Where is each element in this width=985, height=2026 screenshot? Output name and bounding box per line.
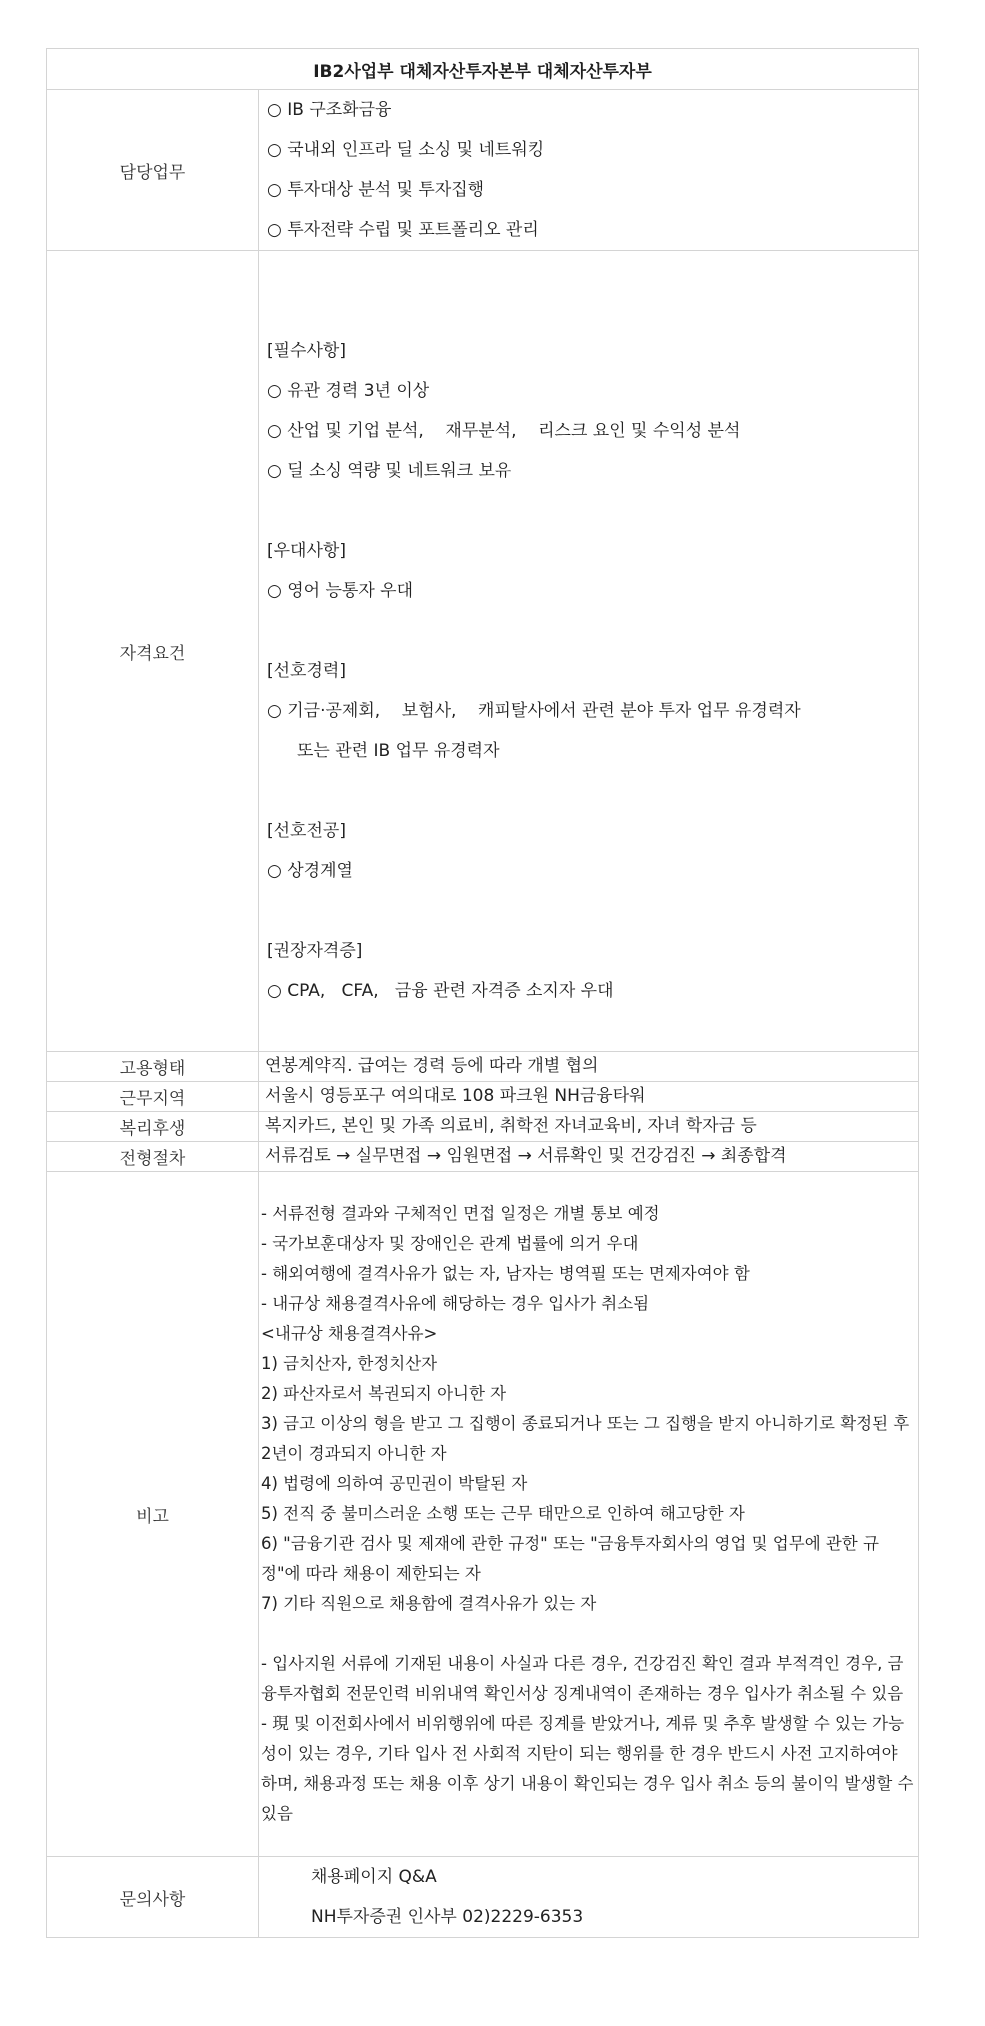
list-item: 3) 금고 이상의 형을 받고 그 집행이 종료되거나 또는 그 집행을 받지 아니하기로 확정된 후 2년이 경과되지 아니한 자 bbox=[261, 1414, 910, 1463]
benefits-label: 복리후생 bbox=[47, 1112, 259, 1142]
list-item: ○ IB 구조화금융 bbox=[267, 100, 392, 120]
list-item: - 現 및 이전회사에서 비위행위에 따른 징계를 받았거나, 계류 및 추후 발생할 수 있는 가능성이 있는 경우, 기타 입사 전 사회적 지탄이 되는 행위를 한 경우 반드시 사전 고지하여야 하며, 채용과정 또는 채용 이후 상기 내용이 확인되는 경우 입사 취소 등의 불이익 발생할 수 있음 bbox=[261, 1714, 914, 1823]
list-item: - 서류전형 결과와 구체적인 면접 일정은 개별 통보 예정 bbox=[261, 1204, 660, 1223]
table-title: IB2사업부 대체자산투자본부 대체자산투자부 bbox=[47, 49, 919, 90]
list-item: ○ CPA, CFA, 금융 관련 자격증 소지자 우대 bbox=[267, 981, 614, 1001]
list-item: - 해외여행에 결격사유가 없는 자, 남자는 병역필 또는 면제자여야 함 bbox=[261, 1264, 750, 1283]
process-label: 전형절차 bbox=[47, 1142, 259, 1172]
location-row bbox=[47, 1082, 919, 1112]
process-value: 서류검토 → 실무면접 → 임원면접 → 서류확인 및 건강검진 → 최종합격 bbox=[259, 1142, 919, 1172]
duties-row bbox=[47, 90, 919, 251]
qualifications-content bbox=[259, 251, 919, 1052]
list-item-continuation: 또는 관련 IB 업무 유경력자 bbox=[297, 741, 500, 761]
list-item: - 국가보훈대상자 및 장애인은 관계 법률에 의거 우대 bbox=[261, 1234, 639, 1253]
list-item: ○ 상경계열 bbox=[267, 861, 353, 881]
location-label: 근무지역 bbox=[47, 1082, 259, 1112]
list-item: ○ 투자전략 수립 및 포트폴리오 관리 bbox=[267, 220, 539, 240]
benefits-value: 복지카드, 본인 및 가족 의료비, 취학전 자녀교육비, 자녀 학자금 등 bbox=[259, 1112, 919, 1142]
employment-label: 고용형태 bbox=[47, 1052, 259, 1082]
notes-label: 비고 bbox=[47, 1172, 259, 1857]
contact-content bbox=[259, 1857, 919, 1938]
list-item: 2) 파산자로서 복권되지 아니한 자 bbox=[261, 1384, 507, 1403]
list-item: - 내규상 채용결격사유에 해당하는 경우 입사가 취소됨 bbox=[261, 1294, 650, 1313]
preferred-major-heading: [선호전공] bbox=[267, 821, 346, 841]
list-item: <내규상 채용결격사유> bbox=[261, 1324, 438, 1343]
list-item: ○ 딜 소싱 역량 및 네트워크 보유 bbox=[267, 461, 512, 481]
notes-content bbox=[259, 1172, 919, 1857]
notes-row bbox=[47, 1172, 919, 1857]
employment-row bbox=[47, 1052, 919, 1082]
list-item: 5) 전직 중 불미스러운 소행 또는 근무 태만으로 인하여 해고당한 자 bbox=[261, 1504, 745, 1523]
list-item: 1) 금치산자, 한정치산자 bbox=[261, 1354, 438, 1373]
employment-value: 연봉계약직. 급여는 경력 등에 따라 개별 협의 bbox=[259, 1052, 919, 1082]
duties-label: 담당업무 bbox=[47, 90, 259, 251]
required-heading: [필수사항] bbox=[267, 341, 346, 361]
list-item: ○ 유관 경력 3년 이상 bbox=[267, 381, 430, 401]
benefits-row bbox=[47, 1112, 919, 1142]
list-item: ○ 국내외 인프라 딜 소싱 및 네트워킹 bbox=[267, 140, 545, 160]
contact-qa: 채용페이지 Q&A bbox=[311, 1867, 437, 1887]
job-posting-table bbox=[46, 48, 919, 1938]
process-row bbox=[47, 1142, 919, 1172]
duties-content bbox=[259, 90, 919, 251]
list-item: ○ 산업 및 기업 분석, 재무분석, 리스크 요인 및 수익성 분석 bbox=[267, 421, 741, 441]
list-item: 6) "금융기관 검사 및 제재에 관한 규정" 또는 "금융투자회사의 영업 및 업무에 관한 규정"에 따라 채용이 제한되는 자 bbox=[261, 1534, 879, 1583]
preferred-career-heading: [선호경력] bbox=[267, 661, 346, 681]
contact-phone: NH투자증권 인사부 02)2229-6353 bbox=[311, 1907, 584, 1927]
contact-label: 문의사항 bbox=[47, 1857, 259, 1938]
list-item: ○ 영어 능통자 우대 bbox=[267, 581, 413, 601]
preferred-heading: [우대사항] bbox=[267, 541, 346, 561]
location-value: 서울시 영등포구 여의대로 108 파크원 NH금융타워 bbox=[259, 1082, 919, 1112]
qualifications-row bbox=[47, 251, 919, 1052]
contact-row bbox=[47, 1857, 919, 1938]
list-item: ○ 기금·공제회, 보험사, 캐피탈사에서 관련 분야 투자 업무 유경력자 bbox=[267, 701, 801, 721]
qualifications-label: 자격요건 bbox=[47, 251, 259, 1052]
list-item: - 입사지원 서류에 기재된 내용이 사실과 다른 경우, 건강검진 확인 결과 부적격인 경우, 금융투자협회 전문인력 비위내역 확인서상 징계내역이 존재하는 경우 입사가 취소될 수 있음 bbox=[261, 1654, 904, 1703]
list-item: ○ 투자대상 분석 및 투자집행 bbox=[267, 180, 485, 200]
certificate-heading: [권장자격증] bbox=[267, 941, 363, 961]
list-item: 4) 법령에 의하여 공민권이 박탈된 자 bbox=[261, 1474, 528, 1493]
list-item: 7) 기타 직원으로 채용함에 결격사유가 있는 자 bbox=[261, 1594, 597, 1613]
